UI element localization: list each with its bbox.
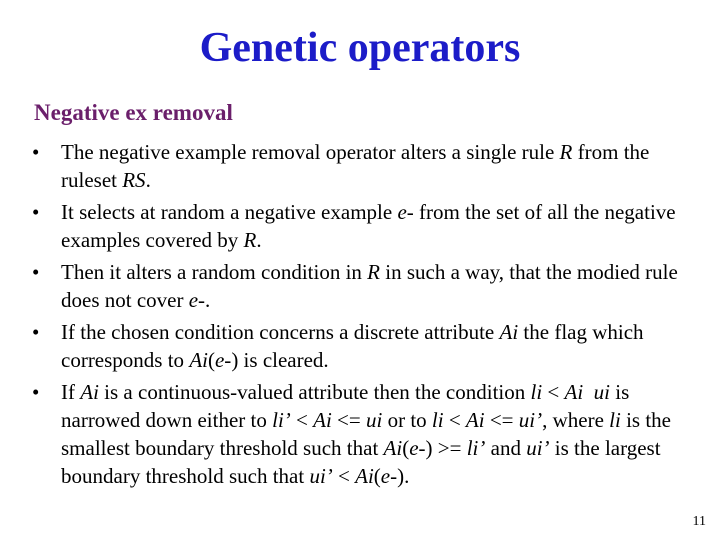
slide-title: Genetic operators [199, 25, 521, 71]
bullet-text: <= [484, 408, 519, 432]
bullet-text: and [485, 436, 527, 460]
bullet-item [30, 378, 702, 490]
bullet-text: Then it alters a random condition in [61, 260, 368, 284]
bullet-marker: • [32, 260, 40, 284]
bullet-text: If the chosen condition concerns a discrete attribute [61, 320, 500, 344]
bullet-marker: • [32, 200, 40, 224]
bullet-text: ( [402, 436, 410, 460]
bullet-marker: • [32, 140, 40, 164]
bullet-text: . [205, 288, 211, 312]
italic-term: ui’ [526, 436, 550, 460]
italic-term: ui’ [518, 408, 543, 432]
bullet-text: If [61, 380, 81, 404]
italic-term: Ai [499, 320, 519, 344]
italic-term: R [559, 140, 573, 164]
italic-term: Ai [189, 348, 208, 372]
italic-term: e- [188, 288, 206, 312]
italic-term: e- [380, 464, 398, 488]
italic-term: R [367, 260, 380, 284]
bullet-text: from the set of all the negative examples covered by [61, 200, 681, 252]
bullet-text: The negative example removal operator alters a single rule [61, 140, 560, 164]
bullet-text: ). [397, 464, 410, 488]
bullet-text: is the largest boundary threshold such that [61, 436, 666, 488]
bullet-text: <= [331, 408, 366, 432]
bullet-item [30, 198, 702, 254]
italic-term: Ai [465, 408, 485, 432]
bullet-item [30, 138, 702, 194]
italic-term: e- [214, 348, 232, 372]
bullet-text: ( [373, 464, 381, 488]
bullet-text: is the smallest boundary threshold such that [61, 408, 677, 460]
bullet-marker: • [32, 320, 40, 344]
bullet-text: < [290, 408, 314, 432]
bullet-item [30, 318, 702, 374]
bullet-list [30, 138, 702, 494]
italic-term: li [530, 380, 543, 404]
bullet-item [30, 258, 702, 314]
italic-term: ui’ [309, 464, 333, 488]
bullet-text: It selects at random a negative example [61, 200, 398, 224]
italic-term: R [243, 228, 257, 252]
bullet-text: < [542, 380, 565, 404]
bullet-text: < [443, 408, 466, 432]
bullet-text: ) >= [425, 436, 467, 460]
italic-term: li’ [272, 408, 291, 432]
italic-term: li [431, 408, 444, 432]
italic-term: RS [122, 168, 146, 192]
bullet-text: or to [382, 408, 432, 432]
bullet-text: , where [542, 408, 610, 432]
italic-term: li’ [466, 436, 486, 460]
bullet-text: . [256, 228, 262, 252]
italic-term: e- [397, 200, 414, 224]
bullet-text: from the ruleset [61, 140, 655, 192]
italic-term: li [609, 408, 621, 432]
italic-term: Ai [355, 464, 374, 488]
italic-term: Ai ui [564, 380, 611, 404]
italic-term: Ai [383, 436, 403, 460]
italic-term: Ai [80, 380, 99, 404]
italic-term: e- [409, 436, 426, 460]
bullet-text: in such a way, that the modied rule does not cover [61, 260, 684, 312]
bullet-text: . [145, 168, 151, 192]
slide-subtitle: Negative ex removal [34, 100, 233, 125]
bullet-text: ) is cleared. [231, 348, 329, 372]
bullet-marker: • [32, 380, 40, 404]
italic-term: ui [365, 408, 383, 432]
bullet-text: is a continuous-valued attribute then the condition [98, 380, 531, 404]
bullet-text: < [332, 464, 356, 488]
page-number: 11 [692, 514, 706, 529]
bullet-text: the flag which corresponds to [61, 320, 649, 372]
italic-term: Ai [313, 408, 332, 432]
bullet-text: is narrowed down either to [61, 380, 635, 432]
bullet-text: ( [207, 348, 215, 372]
